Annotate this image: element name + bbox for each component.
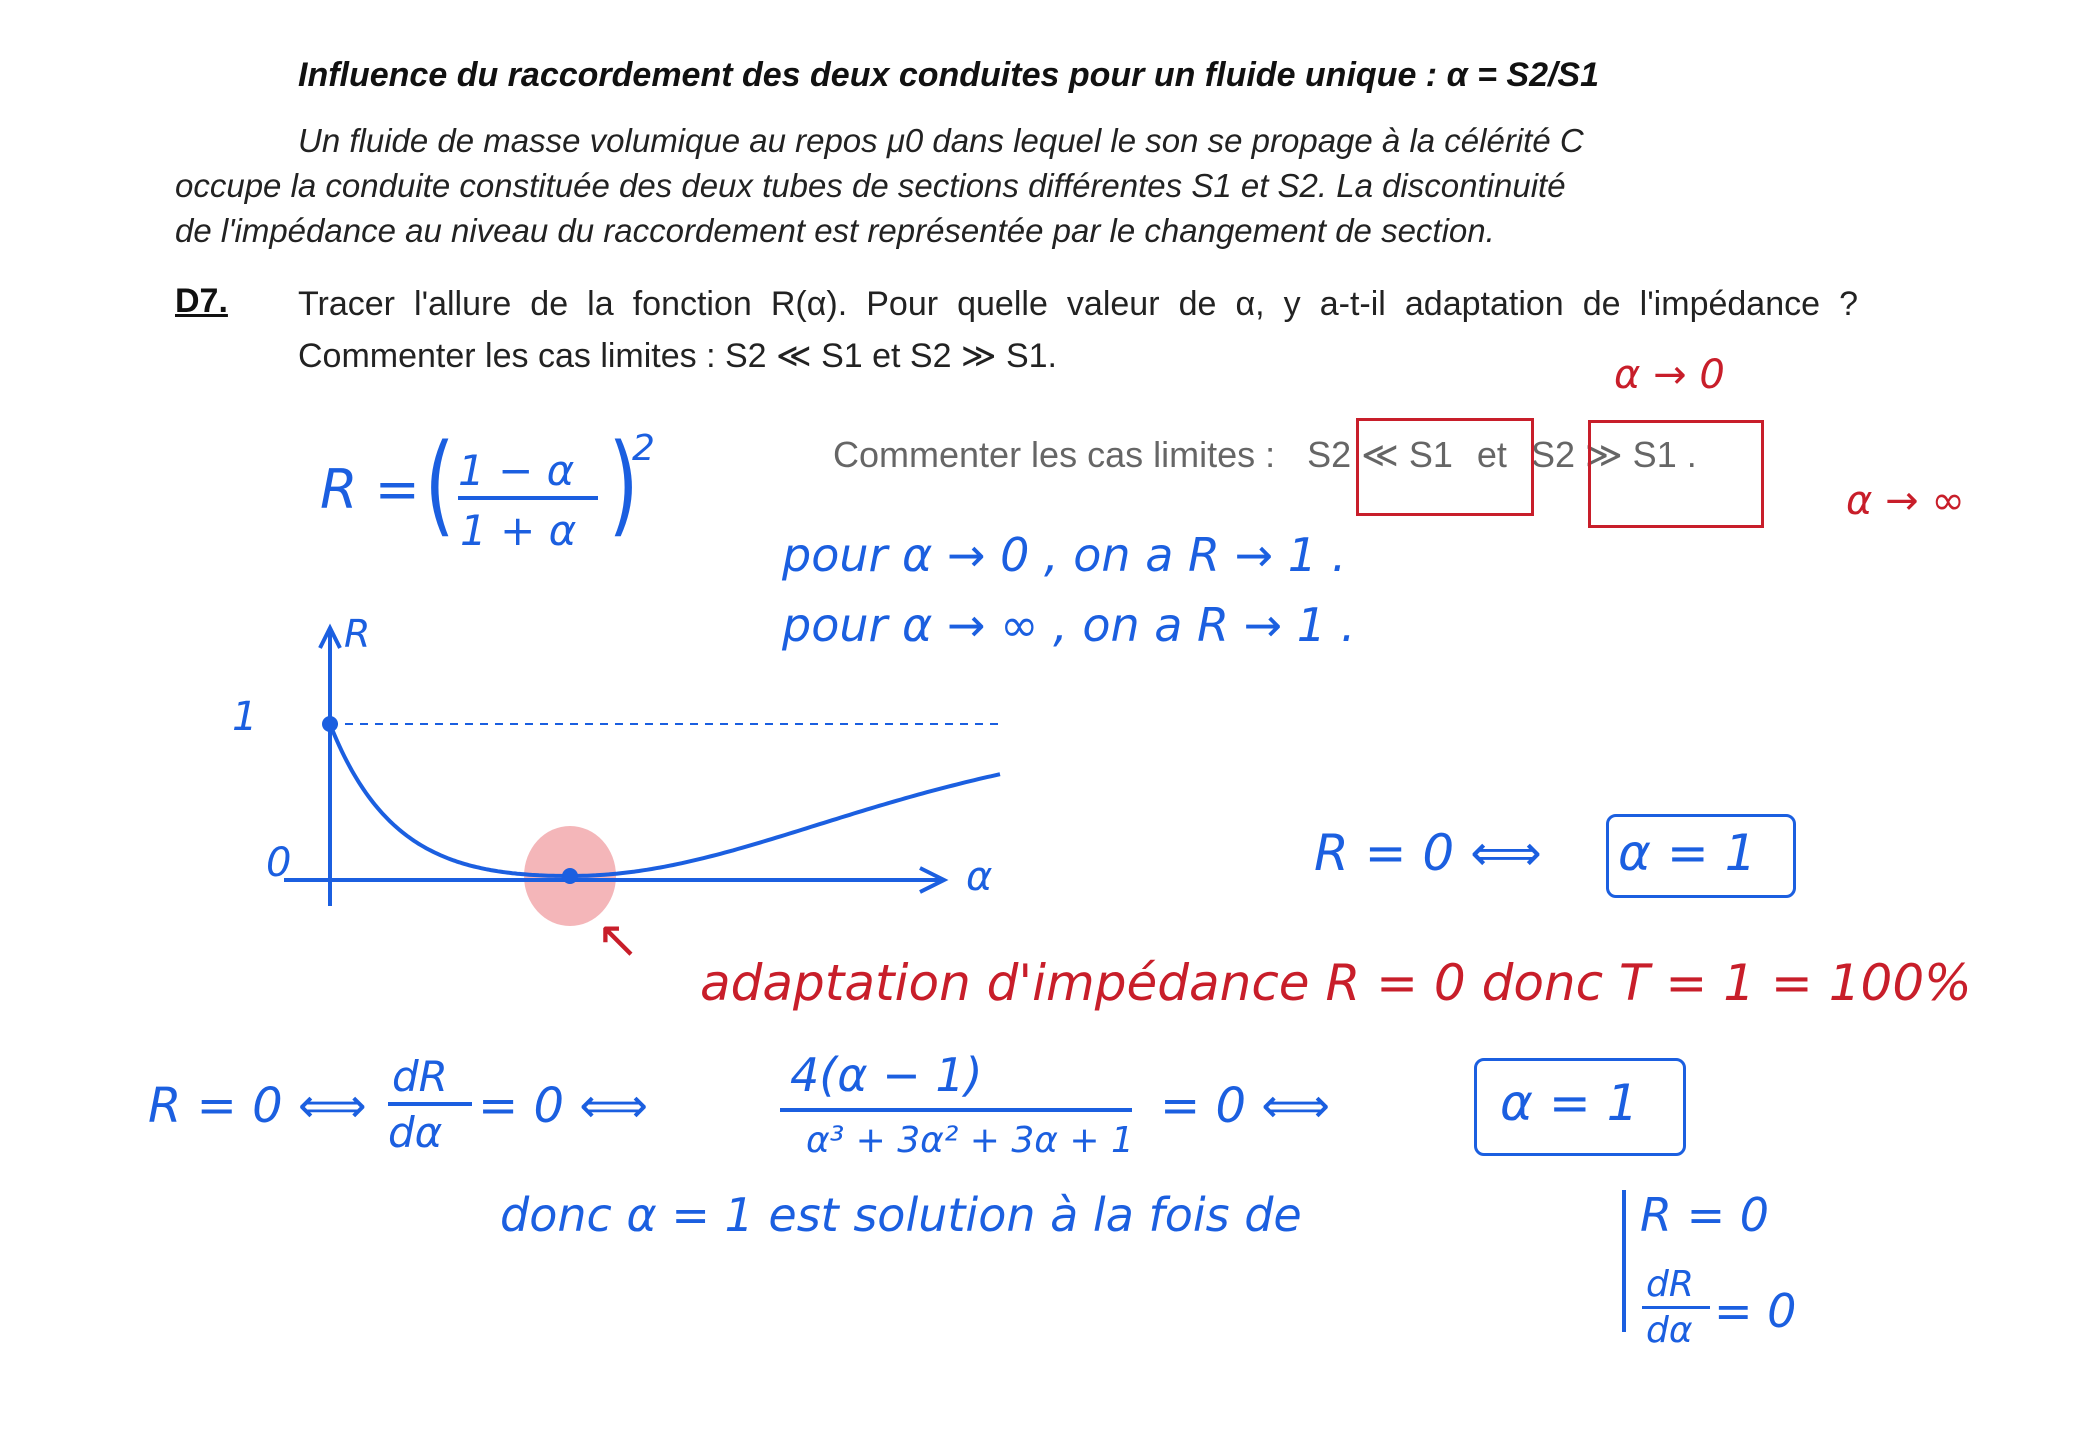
question-text: Tracer l'allure de la fonction R(α). Pour quelle valeur de α, y a-t-il adaptation de l'impédance ? Commenter les cas limites : S2 ≪ S1 et S2 ≫ S1. [298,285,1858,375]
deriv-eq: = 0 ⟺ [478,1078,649,1134]
limit-inf-note: pour α → ∞ , on a R → 1 . [782,598,1356,652]
point-minimum [562,868,578,884]
r-curve [330,724,1000,876]
graph-tick-zero: 0 [266,840,292,886]
graph-x-label: α [966,854,993,900]
deriv-denominator: α³ + 3α² + 3α + 1 [806,1120,1134,1161]
formula-numerator: 1 − α [458,446,575,495]
deriv-da: dα [388,1108,443,1157]
intro-line-2: occupe la conduite constituée des deux tubes de sections différentes S1 et S2. La discontinuité [175,167,1566,204]
case1-limit-note: α → 0 [1614,352,1725,398]
deriv-eq2: = 0 ⟺ [1160,1078,1331,1134]
section-title: Influence du raccordement des deux conduites pour un fluide unique : α = S2/S1 [298,56,1600,94]
limit-zero-note: pour α → 0 , on a R → 1 . [782,528,1347,582]
conclusion-r: R = 0 [1640,1188,1770,1242]
formula-denominator: 1 + α [460,506,577,555]
adaptation-arrow: ↖ [596,910,640,970]
deriv-lhs: R = 0 ⟺ [148,1078,367,1134]
graph-y-label: R [344,612,371,656]
case2-limit-note: α → ∞ [1846,478,1965,524]
formula-right-paren: ) [608,420,639,548]
deriv-dr: dR [392,1052,448,1101]
result-equivalence: R = 0 ⟺ [1314,824,1542,882]
excerpt-case2: S2 ≫ S1 . [1530,434,1697,475]
excerpt-joiner: et [1476,434,1507,475]
excerpt-case1: S2 ≪ S1 [1307,434,1453,475]
conclusion-dr: dR [1646,1264,1694,1305]
deriv-box-text: α = 1 [1500,1074,1639,1132]
deriv-bar [388,1102,472,1106]
graph-tick-one: 1 [232,694,258,740]
deriv-numerator: 4(α − 1) [790,1048,983,1102]
formula-exponent: 2 [632,428,655,469]
excerpt-prefix: Commenter les cas limites : [833,434,1276,475]
result-box-text: α = 1 [1618,824,1757,882]
question-label: D7. [175,282,228,320]
intro-line-3: de l'impédance au niveau du raccordement est représentée par le changement de section. [175,212,1495,249]
conclusion-eq: = 0 [1714,1284,1797,1338]
point-r-one [322,716,338,732]
conclusion-brace [1622,1190,1626,1332]
formula-lhs: R = [320,458,420,521]
intro-line-1: Un fluide de masse volumique au repos μ0 dans lequel le son se propage à la célérité C [298,122,1584,159]
conclusion-bar [1642,1306,1710,1309]
conclusion-da: dα [1646,1310,1693,1351]
conclusion-text: donc α = 1 est solution à la fois de [500,1188,1302,1242]
formula-left-paren: ( [424,420,455,548]
adaptation-note: adaptation d'impédance R = 0 donc T = 1 = 100% [700,954,1972,1012]
deriv-fraction-bar [780,1108,1132,1112]
